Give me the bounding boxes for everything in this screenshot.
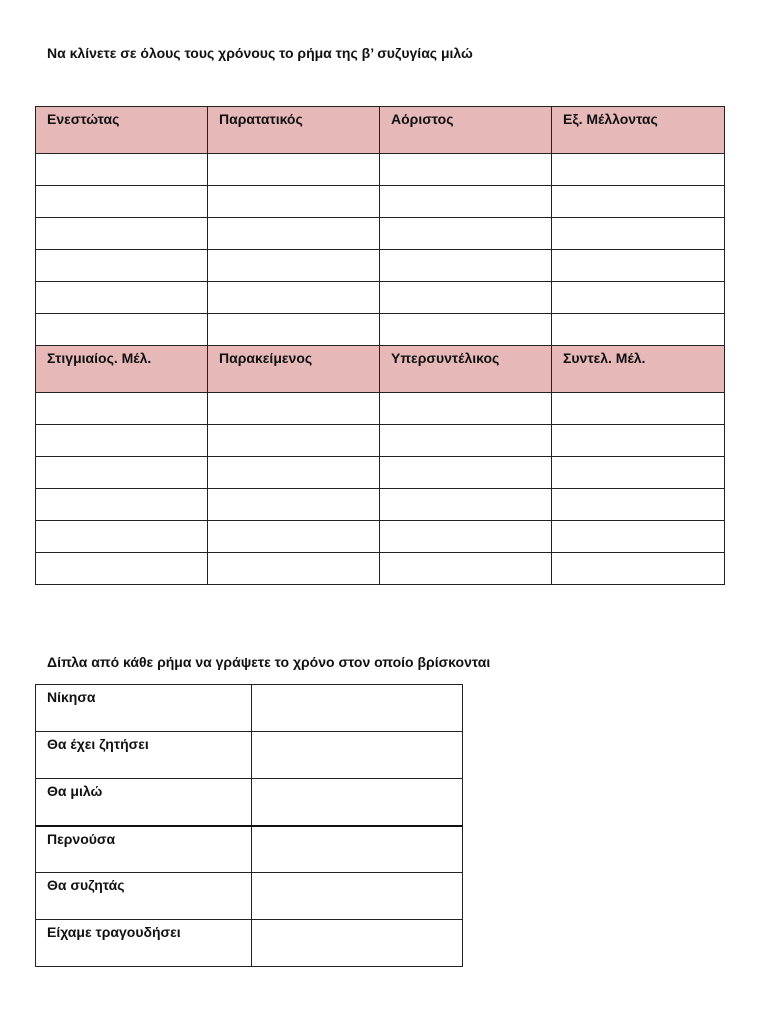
answer-cell[interactable]	[380, 314, 552, 346]
verb-row	[36, 732, 463, 779]
answer-cell[interactable]	[380, 489, 552, 521]
answer-cell[interactable]	[552, 457, 725, 489]
answer-row	[36, 393, 725, 425]
tense-answer-cell[interactable]	[252, 873, 463, 920]
answer-row	[36, 521, 725, 553]
answer-cell[interactable]	[552, 218, 725, 250]
answer-cell[interactable]	[380, 250, 552, 282]
answer-row	[36, 489, 725, 521]
tense-header-cell: Στιγμιαίος. Μέλ.	[36, 346, 208, 393]
answer-cell[interactable]	[552, 186, 725, 218]
verb-cell: Θα μιλώ	[36, 779, 252, 826]
tenses-table	[35, 106, 725, 585]
answer-cell[interactable]	[36, 457, 208, 489]
answer-cell[interactable]	[36, 282, 208, 314]
tense-header-cell: Ενεστώτας	[36, 107, 208, 154]
answer-row	[36, 250, 725, 282]
answer-row	[36, 218, 725, 250]
answer-cell[interactable]	[36, 521, 208, 553]
answer-cell[interactable]	[36, 489, 208, 521]
verb-row	[36, 779, 463, 826]
answer-cell[interactable]	[36, 250, 208, 282]
answer-cell[interactable]	[36, 218, 208, 250]
verb-cell: Είχαμε τραγουδήσει	[36, 920, 252, 967]
tense-header-row	[36, 107, 725, 154]
verb-cell: Θα έχει ζητήσει	[36, 732, 252, 779]
answer-cell[interactable]	[208, 553, 380, 585]
verb-row	[36, 826, 463, 873]
answer-cell[interactable]	[208, 521, 380, 553]
answer-cell[interactable]	[380, 425, 552, 457]
answer-cell[interactable]	[36, 553, 208, 585]
answer-cell[interactable]	[380, 218, 552, 250]
answer-cell[interactable]	[208, 250, 380, 282]
answer-cell[interactable]	[208, 186, 380, 218]
answer-cell[interactable]	[552, 282, 725, 314]
answer-cell[interactable]	[552, 250, 725, 282]
instruction-conjugate: Να κλίνετε σε όλους τους χρόνους το ρήμα της β’ συζυγίας μιλώ	[47, 45, 473, 61]
answer-cell[interactable]	[380, 457, 552, 489]
answer-row	[36, 186, 725, 218]
answer-cell[interactable]	[36, 154, 208, 186]
verb-row	[36, 685, 463, 732]
tense-header-cell: Παρακείμενος	[208, 346, 380, 393]
answer-cell[interactable]	[552, 154, 725, 186]
tense-header-cell: Αόριστος	[380, 107, 552, 154]
answer-row	[36, 457, 725, 489]
tense-header-row	[36, 346, 725, 393]
verb-cell: Νίκησα	[36, 685, 252, 732]
answer-row	[36, 425, 725, 457]
answer-cell[interactable]	[208, 393, 380, 425]
answer-cell[interactable]	[208, 489, 380, 521]
verbs-table	[35, 684, 463, 967]
answer-row	[36, 154, 725, 186]
answer-cell[interactable]	[380, 282, 552, 314]
answer-cell[interactable]	[208, 218, 380, 250]
answer-cell[interactable]	[380, 393, 552, 425]
tense-answer-cell[interactable]	[252, 826, 463, 873]
tense-header-cell: Συντελ. Μέλ.	[552, 346, 725, 393]
verb-cell: Θα συζητάς	[36, 873, 252, 920]
answer-cell[interactable]	[380, 186, 552, 218]
answer-cell[interactable]	[552, 393, 725, 425]
answer-cell[interactable]	[380, 521, 552, 553]
answer-cell[interactable]	[36, 393, 208, 425]
answer-cell[interactable]	[208, 282, 380, 314]
answer-cell[interactable]	[552, 521, 725, 553]
answer-cell[interactable]	[552, 314, 725, 346]
answer-row	[36, 553, 725, 585]
answer-row	[36, 314, 725, 346]
tense-answer-cell[interactable]	[252, 685, 463, 732]
answer-cell[interactable]	[36, 314, 208, 346]
answer-cell[interactable]	[380, 154, 552, 186]
tense-header-cell: Υπερσυντέλικος	[380, 346, 552, 393]
answer-cell[interactable]	[208, 314, 380, 346]
answer-cell[interactable]	[36, 186, 208, 218]
answer-cell[interactable]	[36, 425, 208, 457]
verb-row	[36, 920, 463, 967]
tense-answer-cell[interactable]	[252, 732, 463, 779]
answer-cell[interactable]	[552, 425, 725, 457]
answer-cell[interactable]	[552, 489, 725, 521]
tense-answer-cell[interactable]	[252, 779, 463, 826]
tense-header-cell: Παρατατικός	[208, 107, 380, 154]
verb-row	[36, 873, 463, 920]
tense-answer-cell[interactable]	[252, 920, 463, 967]
tense-header-cell: Εξ. Μέλλοντας	[552, 107, 725, 154]
answer-cell[interactable]	[208, 154, 380, 186]
answer-row	[36, 282, 725, 314]
verb-cell: Περνούσα	[36, 826, 252, 873]
answer-cell[interactable]	[552, 553, 725, 585]
answer-cell[interactable]	[380, 553, 552, 585]
answer-cell[interactable]	[208, 425, 380, 457]
instruction-identify-tense: Δίπλα από κάθε ρήμα να γράψετε το χρόνο στον οποίο βρίσκονται	[47, 654, 491, 670]
answer-cell[interactable]	[208, 457, 380, 489]
